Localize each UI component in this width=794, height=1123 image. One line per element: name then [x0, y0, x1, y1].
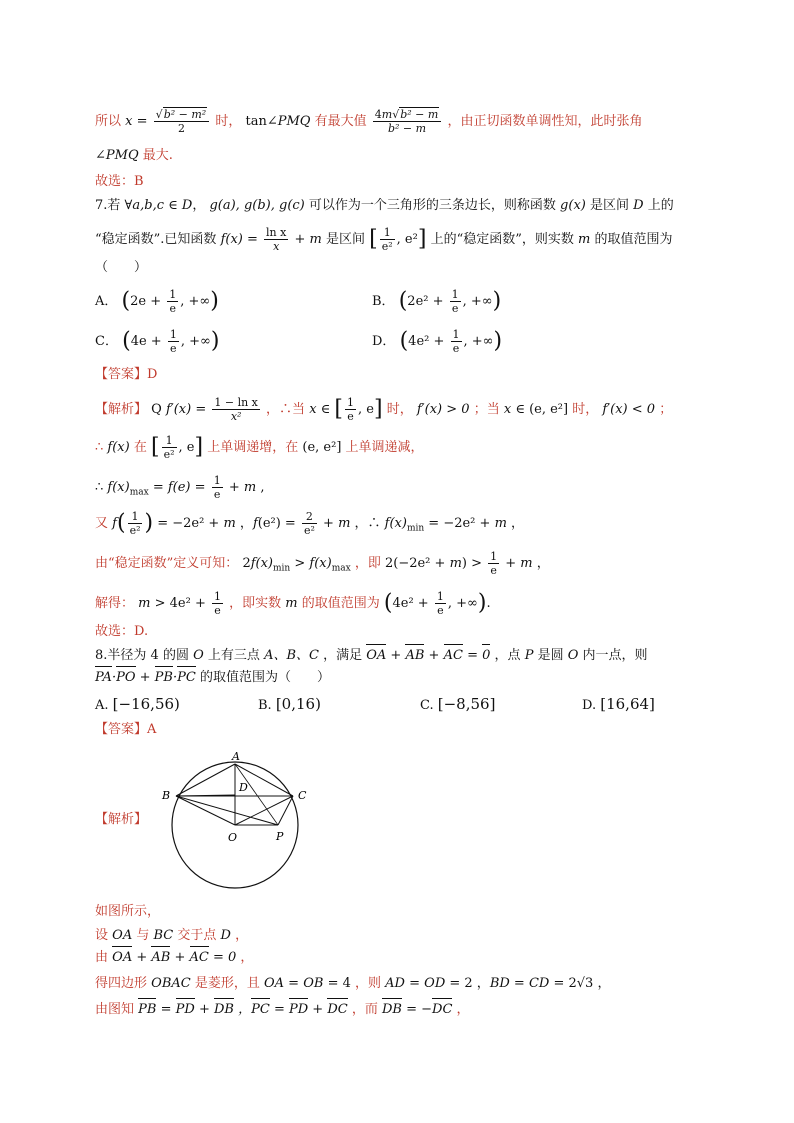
text: 时， — [386, 402, 413, 417]
jiexi7-line-3: ∴ $f(x)_{max} = f(e)$ = $\frac{1}{e}$ + m , — [95, 474, 265, 501]
answer-7: 【答案】D — [95, 367, 158, 382]
text: 可以作为一个三角形的三条边长，则称函数 — [308, 198, 556, 213]
label: B． — [372, 294, 395, 309]
label-p: P — [276, 830, 284, 843]
text: 是菱形，且 — [194, 976, 260, 991]
text: ；当 — [473, 402, 500, 417]
q8-line-2 — [95, 668, 724, 688]
math: OBAC — [151, 976, 191, 991]
text: 由 — [95, 950, 109, 965]
label: C. — [420, 698, 434, 713]
jiexi7-line-4 — [95, 510, 724, 539]
text: 又 — [95, 516, 109, 531]
q8-option-d — [582, 692, 655, 718]
option-a: A． (2e + $\frac{1}{e}$ , +∞) — [95, 288, 219, 315]
text: 时， — [572, 402, 599, 417]
math: ∀a,b,c ∈ D — [124, 198, 193, 213]
option-d: D． (4e² + $\frac{1}{e}$ , +∞) — [372, 328, 503, 355]
sol8-line-3: 由 OA + AB + AC = 0 ， — [95, 948, 724, 968]
q8-line-1 — [95, 646, 724, 666]
math: f′(x) > 0 — [416, 402, 470, 417]
text: 是区间 — [589, 198, 629, 213]
fraction: $\frac{\text{1 − ln x}}{\text{x²}}$ — [214, 396, 258, 423]
text: “稳定函数”.已知函数 — [95, 232, 217, 247]
text: 内一点，则 — [582, 648, 648, 663]
label: B. — [258, 698, 272, 713]
text: 上单调递增，在 — [207, 440, 299, 455]
text: 8.半径为 4 的圆 — [95, 648, 189, 663]
text: 的取值范围为 — [594, 232, 673, 247]
sol8-line-4 — [95, 974, 724, 994]
math: tan∠PMQ — [245, 114, 311, 129]
value: [−16,56) — [112, 695, 180, 713]
text: 的取值范围为（ ） — [199, 670, 330, 685]
answer-6: 故选：B — [95, 174, 144, 189]
answer-7-final: 故选：D. — [95, 624, 149, 639]
option-c: C． (4e + $\frac{1}{e}$ , +∞) — [95, 328, 220, 355]
segment-cp — [278, 796, 293, 825]
math: PA·PO + PB·PC — [95, 670, 196, 685]
line-1 — [95, 108, 724, 135]
text: ，点 — [494, 648, 521, 663]
math: ] — [417, 226, 427, 252]
math: 2(−2e² + m) > $\frac{1}{e}$ + m ， — [384, 550, 550, 577]
text: 是区间 — [325, 232, 365, 247]
math: (4e² + $\frac{1}{e}$ , +∞). — [383, 590, 491, 617]
jiexi8-label: 【解析】 — [95, 812, 148, 827]
math: D — [633, 198, 644, 213]
fraction: $\frac{\text{ln x}}{x}$ — [266, 226, 287, 253]
text: 由“稳定函数”定义可知： — [95, 556, 239, 571]
math: OA — [112, 928, 133, 943]
line-2 — [95, 146, 724, 166]
text: 的取值范围为 — [301, 596, 380, 611]
q8-option-c — [420, 692, 495, 718]
math: BC — [153, 928, 174, 943]
text: 上的 — [647, 198, 674, 213]
math: f′(x) < 0 — [602, 402, 656, 417]
text: 是圆 — [537, 648, 564, 663]
math: = — [132, 114, 152, 129]
text: 所以 — [95, 114, 122, 129]
text: 与 — [136, 928, 150, 943]
text: ，即 — [354, 556, 381, 571]
math: DB = −DC — [382, 1002, 452, 1017]
text: 得四边形 — [95, 976, 148, 991]
text: 最大. — [142, 148, 173, 163]
sol8-line-2: 设 OA 与 BC 交于点 D ， — [95, 928, 249, 943]
q7-line-2: “稳定函数”.已知函数 f(x) = $\frac{\text{ln x}}{x}$ + m 是区间 [ $\frac{1}{\text{e²}}$ , e²] 上的“稳定函数”，则实数 m 的取值范围为 — [95, 226, 673, 253]
math: P — [524, 648, 534, 663]
jiexi7-line-2 — [95, 434, 724, 461]
q7-paren: （ ） — [95, 260, 148, 275]
math: f(x) = — [220, 232, 263, 247]
sol8-line-1: 如图所示， — [95, 904, 161, 919]
label-d: D — [239, 781, 248, 794]
math: g(x) — [560, 198, 586, 213]
q8-option-b — [258, 692, 321, 718]
label: 【解析】 — [95, 402, 148, 417]
math: f(x) — [107, 440, 130, 455]
math: OA + AB + AC = 0 — [366, 648, 490, 663]
math: A、B、C — [264, 648, 319, 663]
fraction: $\frac{\text{√b² − m²}}{2}$ — [154, 108, 210, 135]
math: x ∈ [ $\frac{1}{e}$ , e] — [309, 396, 383, 423]
text: 上有三点 — [207, 648, 260, 663]
math: f( $\frac{1}{\text{e²}}$ ) = −2e² + m ，f(e²) = $\frac{2}{\text{e²}}$ + m ，∴ $f(x)_{min} = -2e^2 + m$ ， — [112, 510, 525, 537]
math: $2f(x)_{min} > f(x)_{max}$ — [242, 556, 351, 574]
fraction: $\frac{1}{\text{e²}}$ — [381, 226, 393, 253]
math: x ∈ (e, e²] — [503, 402, 569, 417]
math: (e, e²] — [302, 440, 342, 455]
math: O — [567, 648, 579, 663]
text: 有最大值 — [314, 114, 367, 129]
text: 时， — [215, 114, 242, 129]
math: AD = OD = 2 ，BD = CD = 2√3 ， — [385, 976, 611, 991]
math: m — [578, 232, 591, 247]
q7-line-1: 7.若 ∀a,b,c ∈ D， g(a), g(b), g(c) 可以作为一个三角形的三条边长，则称函数 g(x) 是区间 D 上的 — [95, 198, 674, 213]
option-b: B． (2e² + $\frac{1}{e}$ , +∞) — [372, 288, 502, 315]
text: ，∴当 — [266, 402, 306, 417]
math: x — [125, 114, 133, 129]
circle-figure — [150, 750, 310, 895]
label: A. — [95, 698, 109, 713]
text: 上的“稳定函数”，则实数 — [430, 232, 574, 247]
math: m — [285, 596, 298, 611]
text: ，即实数 — [229, 596, 282, 611]
value: [−8,56] — [437, 695, 496, 713]
math: PB = PD + DB ，PC = PD + DC — [138, 1002, 348, 1017]
math: m > 4e² + $\frac{1}{e}$ — [138, 590, 221, 617]
label: D. — [582, 698, 597, 713]
label-c: C — [298, 789, 307, 802]
math: [ $\frac{1}{\text{e²}}$ , e] — [151, 434, 204, 461]
math: D — [220, 928, 231, 943]
jiexi7-line-5 — [95, 550, 724, 579]
fraction: $\frac{\text{4m√b² − m}}{\text{b² − m}}$ — [373, 108, 442, 135]
q8-option-a — [95, 692, 180, 718]
jiexi7-line-6 — [95, 590, 724, 617]
text: 解得： — [95, 596, 135, 611]
answer-8: 【答案】A — [95, 722, 157, 737]
math: Q f′(x) = — [151, 402, 211, 417]
label-a: A — [232, 750, 240, 763]
math: OA = OB = 4 — [264, 976, 351, 991]
text: 7.若 — [95, 198, 121, 213]
math: g(a), g(b), g(c) — [209, 198, 305, 213]
text: 上单调递减， — [345, 440, 424, 455]
sol8-line-5: 由图知 PB = PD + DB ，PC = PD + DC ，而 DB = −DC ， — [95, 1000, 724, 1020]
text: 设 — [95, 928, 109, 943]
label-o: O — [228, 831, 238, 844]
text: ，满足 — [323, 648, 363, 663]
text: ∴ — [95, 440, 104, 455]
label-b: B — [162, 789, 171, 802]
value: [16,64] — [600, 695, 655, 713]
text: ； — [659, 402, 673, 417]
text: ，而 — [351, 1002, 378, 1017]
text: 由图知 — [95, 1002, 135, 1017]
label: A． — [95, 294, 118, 309]
math: [ — [369, 226, 378, 252]
math: + m — [294, 232, 322, 247]
math: ∠PMQ — [95, 148, 139, 163]
math: OA + AB + AC = 0 — [112, 950, 236, 965]
math: O — [193, 648, 204, 663]
text: ，则 — [355, 976, 382, 991]
label: D． — [372, 334, 396, 349]
jiexi7-line-1 — [95, 396, 724, 423]
value: [0,16) — [275, 695, 321, 713]
text: ，由正切函数单调性知，此时张角 — [447, 114, 643, 129]
label: C． — [95, 334, 118, 349]
text: 交于点 — [177, 928, 217, 943]
text: 在 — [133, 440, 147, 455]
